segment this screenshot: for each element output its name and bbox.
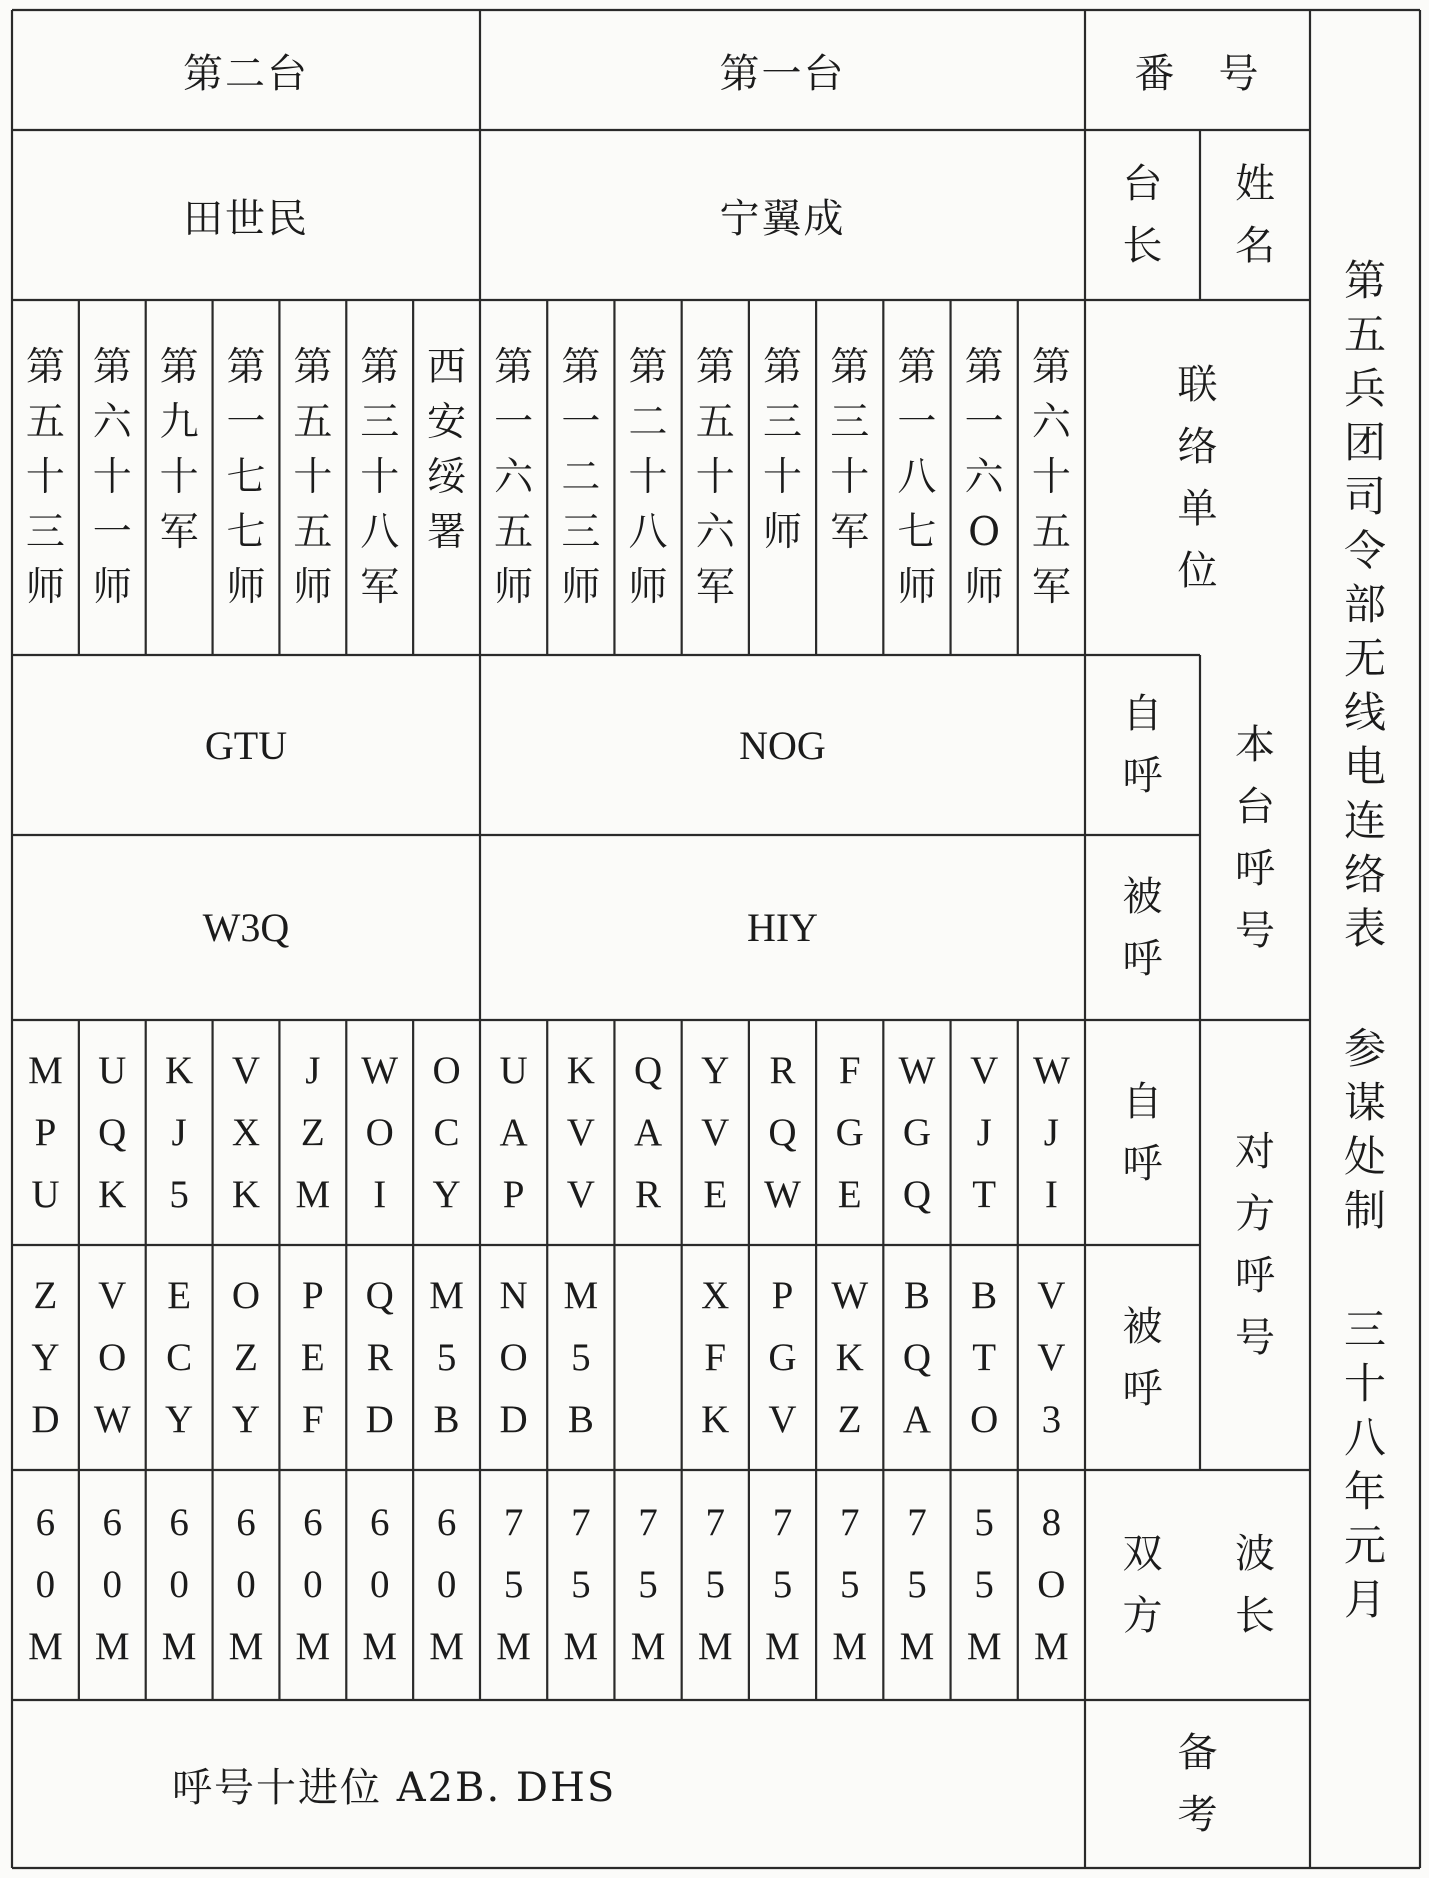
unit-wavelength: 6 0 M xyxy=(295,1501,331,1668)
unit-self-call: W O I xyxy=(361,1048,399,1216)
header-both: 双 方 xyxy=(1122,1531,1163,1639)
unit-self-call: W J I xyxy=(1032,1048,1070,1216)
unit-self-call: U A P xyxy=(499,1048,528,1216)
unit-called: B Q A xyxy=(902,1273,932,1441)
unit-name: 第 一 二 三 师 xyxy=(561,345,601,610)
unit-wavelength: 8 O M xyxy=(1034,1501,1069,1668)
unit-wavelength: 7 5 M xyxy=(630,1501,666,1668)
unit-name: 第 三 十 八 军 xyxy=(360,345,400,610)
date-label: 三 十 八 年 元 月 xyxy=(1343,1305,1386,1624)
unit-wavelength: 6 0 M xyxy=(228,1501,264,1668)
unit-name: 第 五 十 三 师 xyxy=(25,345,65,610)
unit-called: B T O xyxy=(970,1273,999,1441)
unit-self-call: K V V xyxy=(566,1048,595,1216)
unit-name: 第 一 七 七 师 xyxy=(226,345,266,610)
unit-called: O Z Y xyxy=(231,1273,261,1441)
header-liaison-unit: 联 络 单 位 xyxy=(1177,361,1218,594)
unit-wavelength: 6 0 M xyxy=(94,1501,130,1668)
header-own-call-sign: 本 台 呼 号 xyxy=(1235,721,1275,954)
unit-self-call: K J 5 xyxy=(165,1048,194,1216)
unit-wavelength: 7 5 M xyxy=(496,1501,531,1668)
issuer-label: 参 谋 处 制 xyxy=(1343,1024,1386,1235)
header-remarks: 备 考 xyxy=(1177,1730,1218,1838)
header-name: 姓 名 xyxy=(1235,161,1275,269)
unit-called: P E F xyxy=(300,1273,325,1441)
unit-self-call: J Z M xyxy=(295,1048,331,1216)
station-2-label: 第二台 xyxy=(183,50,309,97)
station-2-own-self-call: GTU xyxy=(204,722,288,768)
unit-called: Z Y D xyxy=(31,1273,60,1441)
unit-name: 第 一 八 七 师 xyxy=(897,345,937,610)
unit-wavelength: 6 0 M xyxy=(429,1501,464,1668)
unit-self-call: O C Y xyxy=(432,1048,461,1216)
unit-called: Q R D xyxy=(365,1273,394,1441)
unit-wavelength: 7 5 M xyxy=(563,1501,599,1668)
unit-wavelength: 6 0 M xyxy=(362,1501,398,1668)
header-peer-call-sign: 对 方 呼 号 xyxy=(1235,1129,1275,1361)
unit-wavelength: 7 5 M xyxy=(899,1501,935,1668)
unit-self-call: M P U xyxy=(28,1048,63,1216)
station-1-label: 第一台 xyxy=(719,50,846,97)
header-chief: 台 长 xyxy=(1122,161,1163,269)
unit-wavelength: 7 5 M xyxy=(765,1501,800,1668)
unit-name: 西 安 绥 署 xyxy=(427,345,467,555)
unit-wavelength: 6 0 M xyxy=(28,1501,63,1668)
station-1-chief: 宁翼成 xyxy=(719,195,846,242)
header-own-called: 被 呼 xyxy=(1122,873,1163,982)
station-2-own-called: W3Q xyxy=(202,905,290,950)
unit-name: 第 五 十 六 军 xyxy=(695,345,735,610)
unit-name: 第 九 十 军 xyxy=(159,345,199,555)
unit-self-call: W G Q xyxy=(898,1048,936,1216)
unit-self-call: Q A R xyxy=(633,1048,663,1216)
unit-name: 第 六 十 一 师 xyxy=(92,345,132,610)
unit-called: V O W xyxy=(93,1273,131,1441)
document-title: 第 五 兵 团 司 令 部 无 线 电 连 络 表 xyxy=(1343,256,1386,953)
unit-wavelength: 6 0 M xyxy=(161,1501,197,1668)
unit-name: 第 六 十 五 军 xyxy=(1031,345,1071,610)
unit-self-call: Y V E xyxy=(701,1048,730,1216)
unit-self-call: V J T xyxy=(970,1048,999,1216)
unit-self-call: U Q K xyxy=(98,1048,127,1216)
header-own-self-call: 自 呼 xyxy=(1122,691,1163,799)
unit-called: W K Z xyxy=(831,1273,869,1441)
unit-name: 第 三 十 师 xyxy=(762,345,802,555)
unit-name: 第 一 六 O 师 xyxy=(964,345,1004,610)
header-number: 番 号 xyxy=(1134,50,1261,97)
unit-self-call: R Q W xyxy=(764,1048,801,1216)
unit-called: M 5 B xyxy=(429,1273,464,1441)
unit-wavelength: 7 5 M xyxy=(697,1501,733,1668)
unit-wavelength: 5 5 M xyxy=(966,1501,1002,1668)
unit-self-call: V X K xyxy=(231,1048,261,1216)
unit-wavelength: 7 5 M xyxy=(832,1501,868,1668)
unit-name: 第 五 十 五 师 xyxy=(293,345,333,610)
header-wavelength: 波 长 xyxy=(1235,1531,1275,1639)
unit-name: 第 一 六 五 师 xyxy=(494,345,534,610)
unit-called xyxy=(614,1245,681,1470)
unit-called: M 5 B xyxy=(563,1273,599,1441)
unit-called: N O D xyxy=(499,1273,528,1441)
station-1-own-called: HIY xyxy=(746,905,819,950)
unit-name: 第 三 十 军 xyxy=(830,345,870,555)
unit-name: 第 二 十 八 师 xyxy=(628,345,668,610)
unit-called: P G V xyxy=(768,1273,797,1441)
unit-called: E C Y xyxy=(165,1273,194,1441)
header-peer-self-call: 自 呼 xyxy=(1122,1078,1163,1187)
header-peer-called: 被 呼 xyxy=(1122,1303,1163,1412)
remark-text: 呼号十进位 A2B. DHS xyxy=(172,1764,617,1811)
unit-self-call: F G E xyxy=(835,1048,864,1216)
station-1-own-self-call: NOG xyxy=(739,722,826,768)
unit-called: V V 3 xyxy=(1037,1273,1066,1441)
station-2-chief: 田世民 xyxy=(183,195,309,242)
unit-called: X F K xyxy=(701,1273,730,1441)
